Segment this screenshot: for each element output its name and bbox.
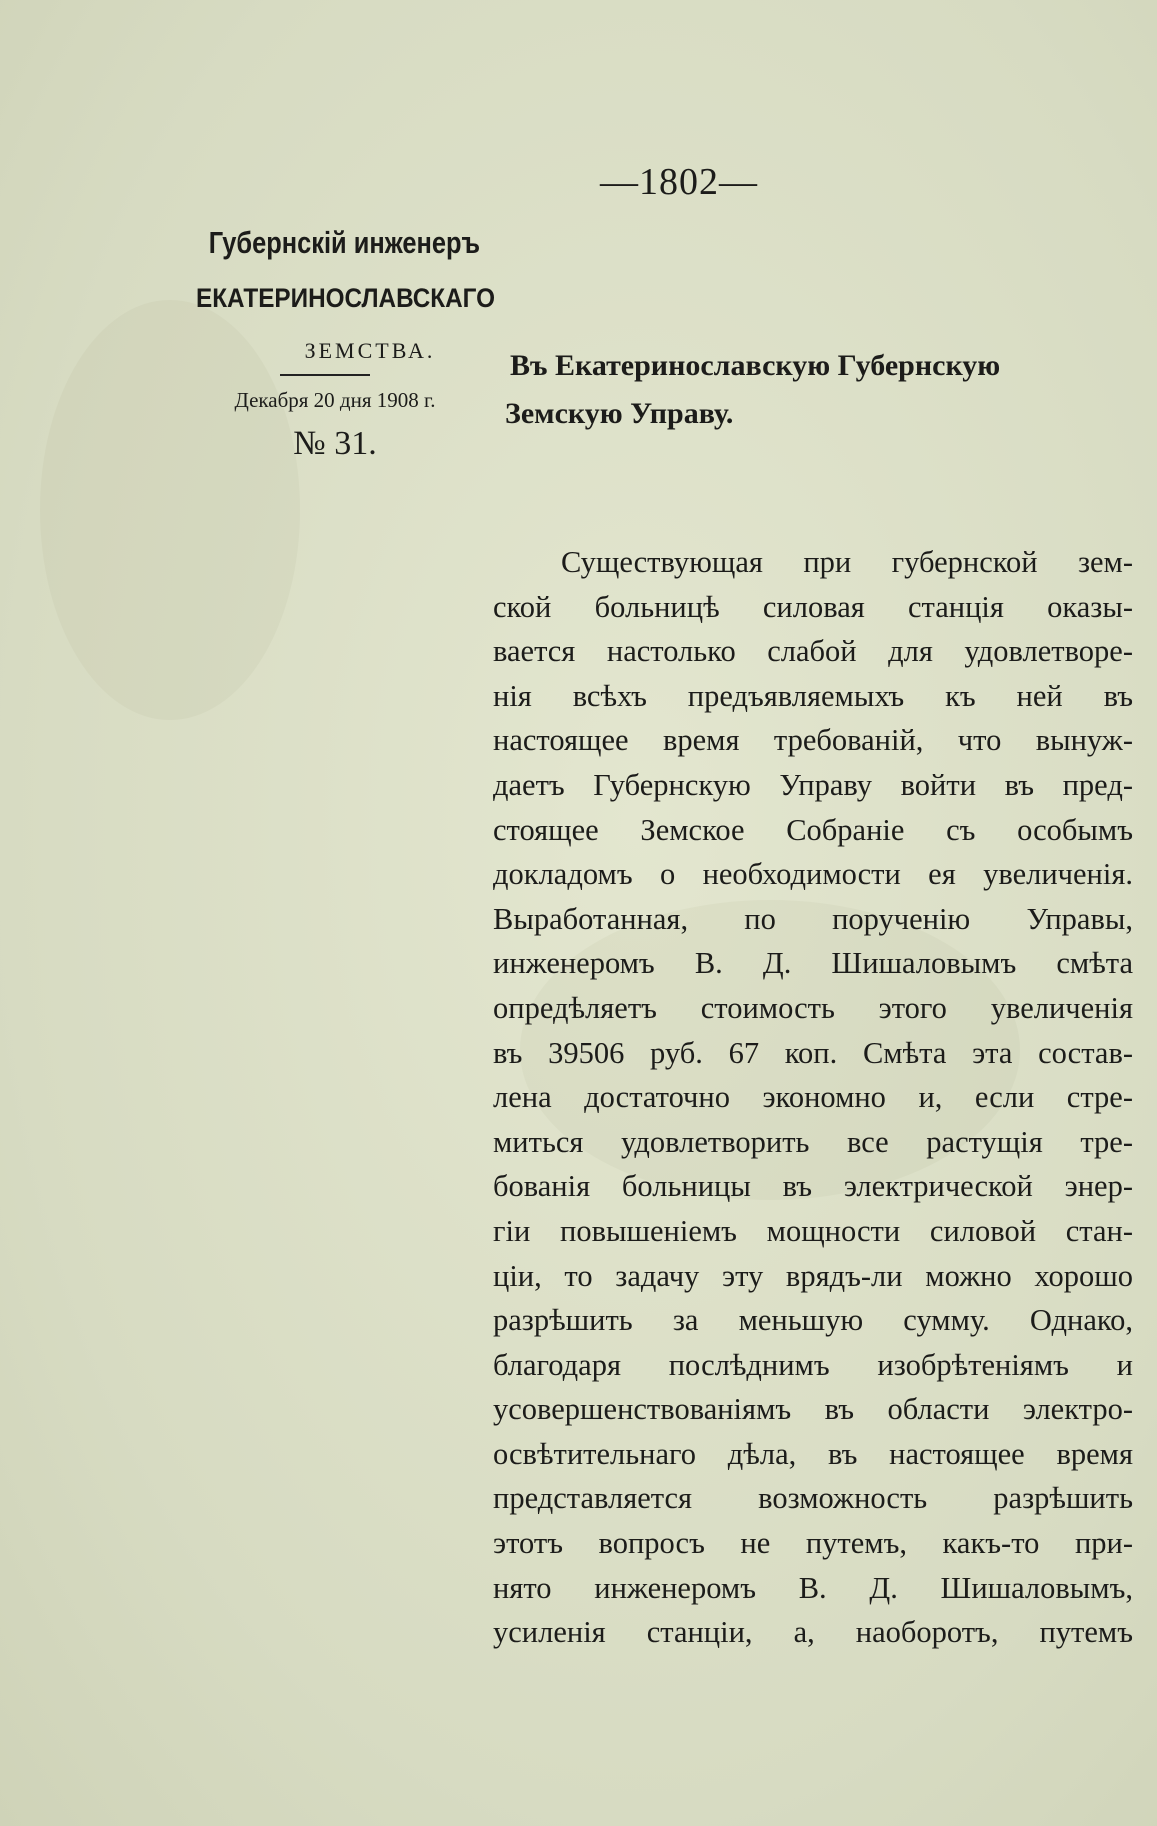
body-line: нія всѣхъ предъявляемыхъ къ ней въ (493, 678, 1133, 713)
letter-number: № 31. (293, 425, 377, 462)
body-line: Выработанная, по порученію Управы, (493, 901, 1133, 936)
body-line: даетъ Губернскую Управу войти въ пред- (493, 767, 1133, 802)
body-line: докладомъ о необходимости ея увеличенія. (493, 857, 1133, 892)
sender-block (196, 225, 500, 463)
body-line: вается настолько слабой для удовлетворе- (493, 634, 1133, 669)
body-line: усиленія станціи, а, наоборотъ, путемъ (493, 1615, 1133, 1650)
body-line: гіи повышеніемъ мощности силовой стан- (493, 1213, 1133, 1248)
body-line: инженеромъ В. Д. Шишаловымъ смѣта (493, 946, 1133, 981)
body-line: представляется возможность разрѣшить (493, 1481, 1133, 1516)
body-line: миться удовлетворить все растущія тре- (493, 1124, 1133, 1159)
page-number: —1802— (600, 161, 758, 203)
body-line: нято инженеромъ В. Д. Шишаловымъ, (493, 1570, 1133, 1605)
body-line: настоящее время требованій, что вынуж- (493, 723, 1133, 758)
addressee-line-1: Въ Екатеринославскую Губернскую (510, 349, 1001, 382)
body-line: ской больницѣ силовая станція оказы- (493, 589, 1133, 624)
body-line: освѣтительнаго дѣла, въ настоящее время (493, 1436, 1133, 1471)
body-line: ціи, то задачу эту врядъ-ли можно хорошо (493, 1258, 1133, 1293)
body-text (493, 540, 1133, 1655)
body-line: стоящее Земское Собраніе съ особымъ (493, 812, 1133, 847)
body-line: этотъ вопросъ не путемъ, какъ-то при- (493, 1526, 1133, 1561)
body-line: Существующая при губернской зем- (561, 545, 1133, 579)
body-line: усовершенствованіямъ въ области электро- (493, 1392, 1133, 1427)
body-line: бованія больницы въ электрической энер- (493, 1169, 1133, 1204)
body-line: благодаря послѣднимъ изобрѣтеніямъ и (493, 1347, 1133, 1382)
body-line: опредѣляетъ стоимость этого увеличенія (493, 990, 1133, 1025)
body-line: въ 39506 руб. 67 коп. Смѣта эта состав- (493, 1035, 1133, 1070)
letter-date: Декабря 20 дня 1908 г. (234, 388, 436, 412)
divider (280, 374, 370, 376)
sender-title: Губернскій инженеръ (208, 225, 481, 260)
sender-organization: ЕКАТЕРИНОСЛАВСКАГО (196, 283, 496, 313)
addressee-block (505, 342, 1140, 438)
sender-zemstvo: ЗЕМСТВА. (304, 338, 436, 363)
body-line: лена достаточно экономно и, если стре- (493, 1080, 1133, 1115)
addressee-line-2: Земскую Управу. (505, 397, 734, 430)
body-line: разрѣшить за меньшую сумму. Однако, (493, 1303, 1133, 1338)
